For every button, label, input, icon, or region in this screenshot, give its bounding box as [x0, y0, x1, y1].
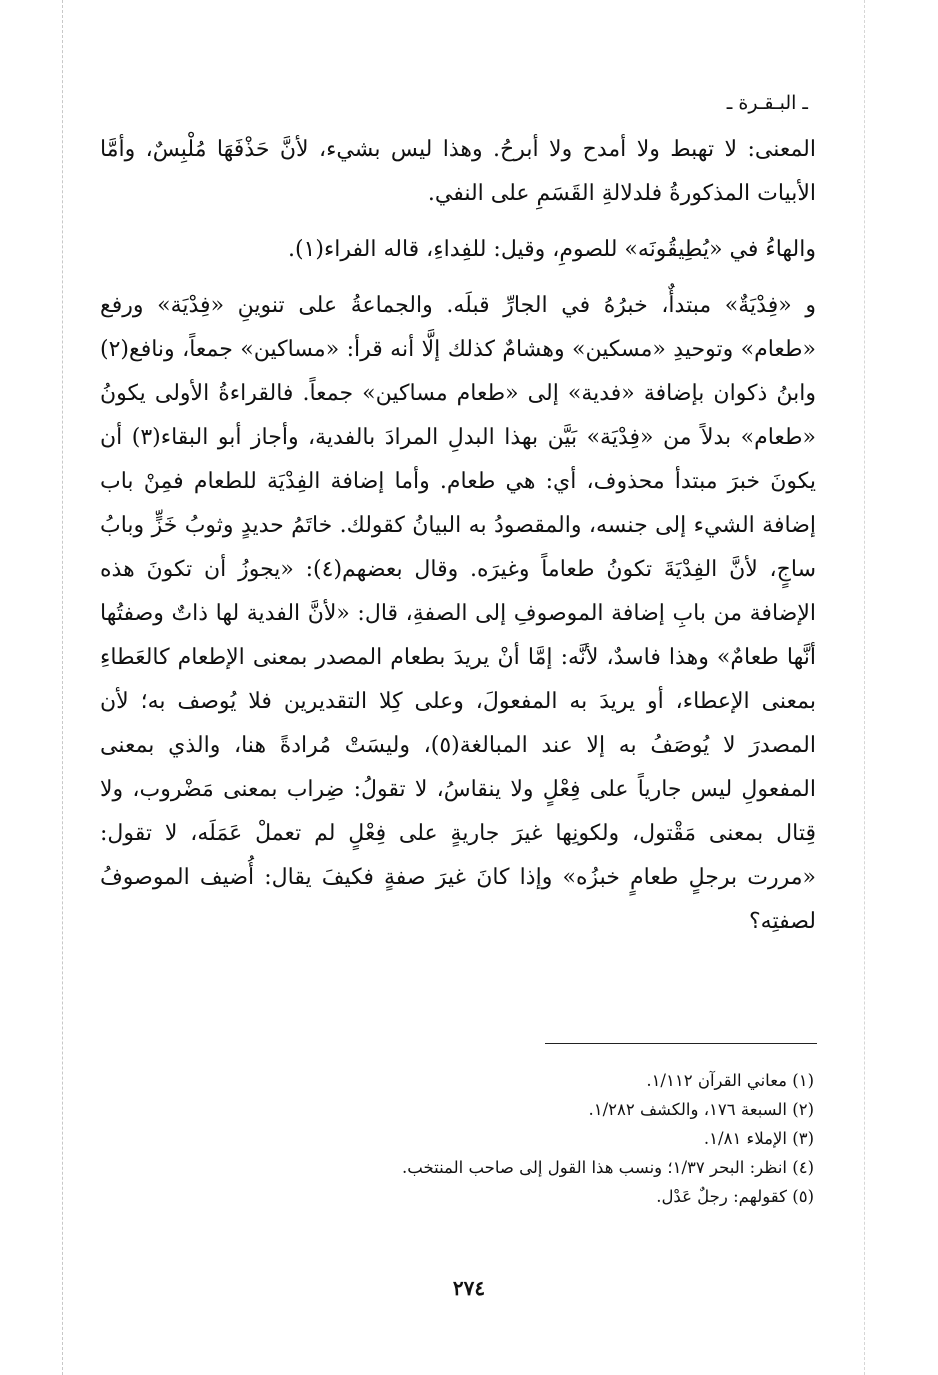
running-header: ـ البـقـرة ـ: [726, 92, 808, 114]
footnote-3: (٣) الإملاء ١/٨١.: [703, 1129, 814, 1148]
margin-guide-left: [62, 0, 64, 1375]
footnote-2: (٢) السبعة ١٧٦، والكشف ١/٢٨٢.: [588, 1100, 814, 1119]
paragraph-2: والهاءُ في «يُطِيقُونَه» للصومِ، وقيل: للفِداءِ، قاله الفراء(١).: [287, 237, 816, 262]
footnote-1: (١) معاني القرآن ١/١١٢.: [646, 1071, 814, 1090]
margin-guide-right: [864, 0, 866, 1375]
main-text: [100, 128, 816, 944]
page-number: ٢٧٤: [452, 1276, 486, 1300]
footnote-4: (٤) انظر: البحر ١/٣٧؛ ونسب هذا القول إلى صاحب المنتخب.: [402, 1158, 814, 1177]
paragraph-3: و «فِدْيَةٌ» مبتدأٌ، خبرُهُ في الجارِّ قبلَه. والجماعةُ على تنوينِ «فِدْيَة» ورفع «طعام» وتوحيدِ «مسكين» وهشامٌ كذلك إلَّا أنه قرأ: «مساكين» جمعاً، ونافع(٢) وابنُ ذكوان بإضافة «فدية» إلى «طعام مساكين» جمعاً. فالقراءةُ الأولى يكونُ «طعام» بدلاً من «فِدْيَة» بَيَّن بهذا البدلِ المرادَ بالفدية، وأجاز أبو البقاء(٣) أن يكونَ خبرَ مبتدأ محذوف، أي: هي طعام. وأما إضافة الفِدْيَة للطعام فمِنْ باب إضافة الشيء إلى جنسه، والمقصودُ به البيانُ كقولك. خاتَمُ حديدٍ وثوبُ خَزٍّ وبابُ ساجٍ، لأنَّ الفِدْيَةَ تكونُ طعاماً وغيرَه. وقال بعضهم(٤): «يجوزُ أن تكونَ هذه الإضافة من بابِ إضافة الموصوفِ إلى الصفةِ، قال: «لأنَّ الفدية لها ذاتٌ وصفتُها أنَّها طعامٌ» وهذا فاسدٌ، لأنَّه: إمَّا أنْ يريدَ بطعام المصدر بمعنى الإطعام كالعَطاءِ بمعنى الإعطاء، أو يريدَ به المفعولَ، وعلى كِلا التقديرين فلا يُوصف به؛ لأن المصدرَ لا يُوصَفُ به إلا عند المبالغة(٥)، وليسَتْ مُرادةً هنا، والذي بمعنى المفعولِ ليس جارياً على فِعْلٍ ولا ينقاسُ، لا تقولُ: ضِراب بمعنى مَضْروب، ولا قِتال بمعنى مَقْتول، ولكونِها غيرَ جاريةٍ على فِعْلٍ لم تعملْ عَمَلَه، لا تقول: «مررت برجلٍ طعامٍ خبزُه» وإذا كانَ غيرَ صفةٍ فكيفَ يقال: أُضيف الموصوفُ لصفتِه؟: [100, 293, 816, 934]
footnotes: [100, 1066, 814, 1211]
paragraph-1: المعنى: لا تهبط ولا أمدح ولا أبرحُ. وهذا ليس بشيء، لأنَّ حَذْفَهَا مُلْبِسٌ، وأمَّا الأبيات المذكورةُ فلدلالةِ القَسَمِ على النفي.: [100, 137, 816, 206]
footnote-5: (٥) كقولهم: رجلٌ عَدْل.: [656, 1187, 814, 1206]
footnote-separator: [545, 1043, 817, 1044]
